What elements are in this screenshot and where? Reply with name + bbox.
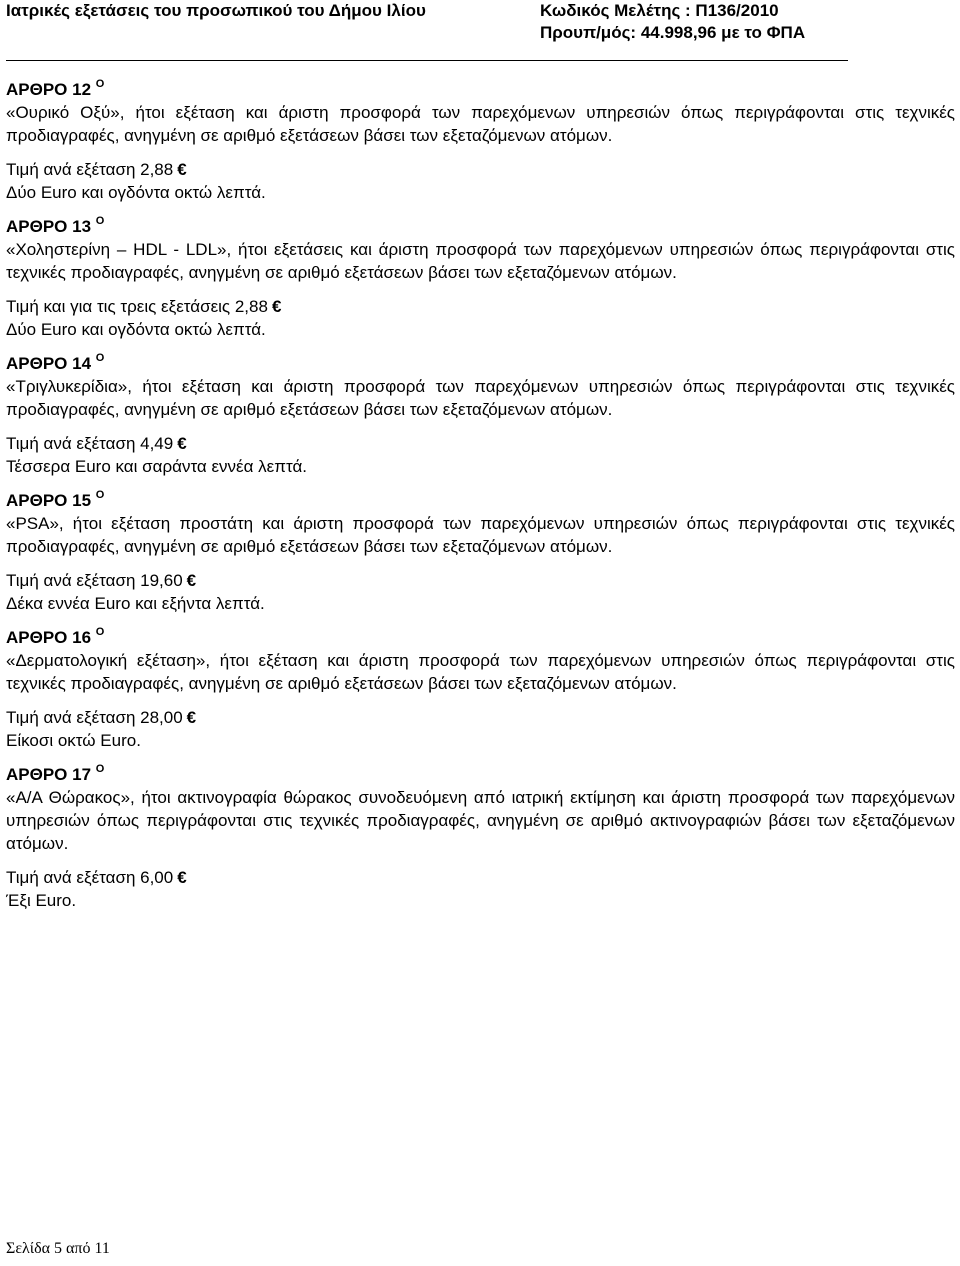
article-title: ΑΡΘΡΟ 14 $^O$ bbox=[6, 352, 105, 373]
article-price-words: Δύο Euro και ογδόντα οκτώ λεπτά. bbox=[6, 320, 266, 339]
article-title: ΑΡΘΡΟ 13 $^O$ bbox=[6, 215, 105, 236]
euro-icon: € bbox=[177, 434, 187, 453]
article-price-words: Δύο Euro και ογδόντα οκτώ λεπτά. bbox=[6, 183, 266, 202]
header-project-info bbox=[540, 0, 805, 44]
article-price: Τιμή και για τις τρεις εξετάσεις 2,88 € bbox=[6, 297, 282, 316]
article-title: ΑΡΘΡΟ 15 $^O$ bbox=[6, 489, 105, 510]
article-15 bbox=[6, 489, 955, 615]
header-project-code: Κωδικός Μελέτης : Π136/2010 bbox=[540, 1, 779, 20]
header-title: Ιατρικές εξετάσεις του προσωπικού του Δήμου Ιλίου bbox=[6, 1, 426, 20]
article-description: «Ουρικό Οξύ», ήτοι εξέταση και άριστη προσφορά των παρεχόμενων υπηρεσιών όπως περιγράφονται στις τεχνικές προδιαγραφές, ανηγμένη σε αριθμό εξετάσεων βάσει των εξεταζόμενων ατόμων. bbox=[6, 103, 955, 145]
article-title: ΑΡΘΡΟ 12 $^O$ bbox=[6, 78, 105, 99]
article-title: ΑΡΘΡΟ 16 $^O$ bbox=[6, 626, 105, 647]
article-price-words: Δέκα εννέα Euro και εξήντα λεπτά. bbox=[6, 594, 265, 613]
article-14 bbox=[6, 352, 955, 478]
article-price: Τιμή ανά εξέταση 28,00 € bbox=[6, 708, 197, 727]
article-price: Τιμή ανά εξέταση 19,60 € bbox=[6, 571, 197, 590]
euro-icon: € bbox=[177, 868, 187, 887]
euro-icon: € bbox=[186, 708, 197, 727]
article-price-words: Έξι Euro. bbox=[6, 891, 77, 910]
article-description: «Δερματολογική εξέταση», ήτοι εξέταση και άριστη προσφορά των παρεχόμενων υπηρεσιών όπως περιγράφονται στις τεχνικές προδιαγραφές, ανηγμένη σε αριθμό εξετάσεων βάσει των εξεταζόμενων ατόμων. bbox=[6, 651, 955, 693]
article-title: ΑΡΘΡΟ 17 $^O$ bbox=[6, 763, 105, 784]
article-description: «PSA», ήτοι εξέταση προστάτη και άριστη προσφορά των παρεχόμενων υπηρεσιών όπως περιγράφονται στις τεχνικές προδιαγραφές, ανηγμένη σε αριθμό εξετάσεων βάσει των εξεταζόμενων ατόμων. bbox=[6, 514, 955, 556]
euro-icon: € bbox=[186, 571, 197, 590]
article-12 bbox=[6, 78, 955, 204]
article-price-words: Είκοσι οκτώ Euro. bbox=[6, 731, 141, 750]
article-price: Τιμή ανά εξέταση 2,88 € bbox=[6, 160, 187, 179]
header-budget: Προυπ/μός: 44.998,96 με το ΦΠΑ bbox=[540, 23, 806, 42]
euro-icon: € bbox=[271, 297, 282, 316]
header-divider bbox=[6, 60, 848, 61]
article-price-words: Τέσσερα Euro και σαράντα εννέα λεπτά. bbox=[6, 457, 308, 476]
page-number: Σελίδα 5 από 11 bbox=[6, 1240, 110, 1257]
article-description: «Χοληστερίνη – HDL - LDL», ήτοι εξετάσεις και άριστη προσφορά των παρεχόμενων υπηρεσιών όπως περιγράφονται στις τεχνικές προδιαγραφές, ανηγμένη σε αριθμό εξετάσεων βάσει των εξεταζόμενων ατόμων. bbox=[6, 240, 955, 282]
article-description: «Τριγλυκερίδια», ήτοι εξέταση και άριστη προσφορά των παρεχόμενων υπηρεσιών όπως περιγράφονται στις τεχνικές προδιαγραφές, ανηγμένη σε αριθμό εξετάσεων βάσει των εξεταζόμενων ατόμων. bbox=[6, 377, 955, 419]
article-price: Τιμή ανά εξέταση 6,00 € bbox=[6, 868, 187, 887]
article-16 bbox=[6, 626, 955, 752]
article-17 bbox=[6, 763, 955, 912]
article-13 bbox=[6, 215, 955, 341]
euro-icon: € bbox=[177, 160, 187, 179]
article-description: «Α/Α Θώρακος», ήτοι ακτινογραφία θώρακος συνοδευόμενη από ιατρική εκτίμηση και άριστη προσφορά των παρεχόμενων υπηρεσιών όπως περιγράφονται στις τεχνικές προδιαγραφές, ανηγμένη σε αριθμό ακτινογραφιών βάσει των εξεταζόμενων ατόμων. bbox=[6, 788, 955, 853]
document-body bbox=[6, 78, 955, 912]
article-price: Τιμή ανά εξέταση 4,49 € bbox=[6, 434, 187, 453]
